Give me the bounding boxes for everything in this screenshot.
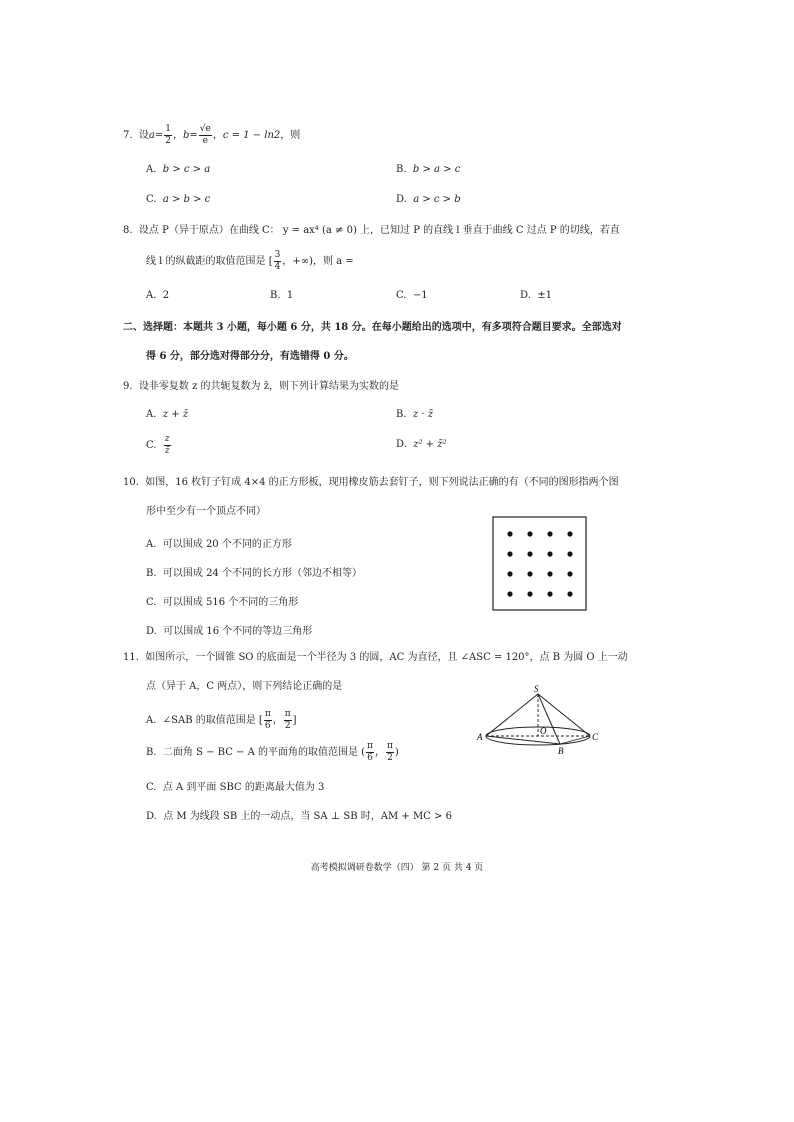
q9-stem: 9. 设非零复数 z 的共轭复数为 z̄，则下列计算结果为实数的是: [123, 381, 399, 392]
q7-stem: 7. 设a= $\frac{1}{2}$ ，b= $\frac{√e}{e}$ ，c = 1 − ln2，则: [123, 124, 301, 146]
q9-c-fraction: $\frac{z}{z̄}$: [164, 434, 170, 456]
q9-option-a[interactable]: A. z + z̄: [146, 409, 189, 420]
q8-option-c[interactable]: C. −1: [396, 290, 428, 301]
label-s: S: [534, 684, 539, 694]
q8-stem-line1: 8. 设点 P（异于原点）在曲线 C： y = ax⁴ (a ≠ 0) 上，已知过 P 的直线 l 垂直于曲线 C 过点 P 的切线，若直: [123, 225, 620, 236]
q10-nail-board-figure: [492, 516, 588, 612]
section2-heading-line2: 得 6 分，部分选对得部分分，有选错得 0 分。: [146, 351, 354, 362]
q8-option-a[interactable]: A. 2: [146, 290, 170, 301]
nail: [507, 531, 512, 536]
q7-number: 7.: [123, 130, 133, 141]
cone-edge-sa: [486, 694, 538, 736]
q7-option-c[interactable]: C. a > b > c: [146, 194, 211, 205]
q9-option-d[interactable]: D. z² + z̄²: [396, 439, 447, 450]
q11-stem-line2: 点（异于 A，C 两点），则下列结论正确的是: [146, 681, 343, 692]
nail: [547, 551, 552, 556]
q11-option-c[interactable]: C. 点 A 到平面 SBC 的距离最大值为 3: [146, 782, 325, 793]
q8-option-b[interactable]: B. 1: [270, 290, 294, 301]
q8-option-d[interactable]: D. ±1: [520, 290, 552, 301]
nail: [567, 551, 572, 556]
q7-option-b[interactable]: B. b > a > c: [396, 164, 461, 175]
q8-range-fraction: $\frac{3}{4}$: [274, 250, 281, 272]
q11-option-d[interactable]: D. 点 M 为线段 SB 上的一动点，当 SA ⊥ SB 时，AM + MC > 6: [146, 811, 452, 822]
nail: [547, 531, 552, 536]
nail: [547, 591, 552, 596]
nail: [527, 571, 532, 576]
nail: [547, 571, 552, 576]
q10-option-c[interactable]: C. 可以围成 516 个不同的三角形: [146, 597, 299, 608]
q7-option-d[interactable]: D. a > c > b: [396, 194, 461, 205]
nail: [567, 531, 572, 536]
nail: [507, 571, 512, 576]
nail: [527, 531, 532, 536]
q8-stem-line2: 线 l 的纵截距的取值范围是 [ $\frac{3}{4}$ ，+∞)，则 a =: [146, 250, 354, 272]
q11-cone-figure: [474, 684, 604, 758]
label-o: O: [540, 726, 547, 736]
nail: [507, 551, 512, 556]
q7-a-fraction: $\frac{1}{2}$: [165, 124, 171, 146]
label-b: B: [558, 746, 564, 756]
q8-number: 8.: [123, 225, 133, 236]
q10-stem-line2: 形中至少有一个顶点不同）: [146, 506, 266, 517]
segment-ab: [486, 736, 560, 744]
nail-board-border: [493, 517, 586, 610]
q9-number: 9.: [123, 381, 133, 392]
q10-stem-line1: 10. 如图，16 枚钉子钉成 4×4 的正方形板，现用橡皮筋去套钉子，则下列说法正确的有（不同的图形指两个图: [123, 477, 619, 488]
label-c: C: [592, 732, 599, 742]
q9-option-c[interactable]: C. $\frac{z}{z̄}$: [146, 434, 170, 456]
nail-grid: [507, 531, 572, 596]
q9-option-b[interactable]: B. z · z̄: [396, 409, 433, 420]
q7-option-a[interactable]: A. b > c > a: [146, 164, 211, 175]
cone-edge-sb: [538, 694, 560, 744]
nail: [507, 591, 512, 596]
q11-stem-line1: 11. 如图所示，一个圆锥 SO 的底面是一个半径为 3 的圆，AC 为直径，且 ∠ASC = 120°，点 B 为圆 O 上一动: [123, 652, 628, 663]
section2-heading: 二、选择题：本题共 3 小题，每小题 6 分，共 18 分。在每小题给出的选项中，有多项符合题目要求。全部选对: [123, 322, 622, 333]
q10-option-a[interactable]: A. 可以围成 20 个不同的正方形: [146, 539, 292, 550]
page-footer: 高考模拟调研卷数学（四） 第 2 页 共 4 页: [310, 863, 484, 873]
q11-option-a[interactable]: A. ∠SAB 的取值范围是 [ $\frac{\pi}{6}$ ， $\frac{\pi}{2}$ ]: [146, 709, 297, 731]
q11-number: 11.: [123, 652, 139, 663]
q7-b-fraction: $\frac{√e}{e}$: [199, 124, 211, 146]
nail: [527, 591, 532, 596]
label-a: A: [477, 732, 483, 742]
q11-option-b[interactable]: B. 二面角 S − BC − A 的平面角的取值范围是 ( $\frac{\pi}{6}$ ， $\frac{\pi}{2}$ ): [146, 741, 399, 763]
q10-option-b[interactable]: B. 可以围成 24 个不同的长方形（邻边不相等）: [146, 568, 362, 579]
nail: [567, 591, 572, 596]
q10-number: 10.: [123, 477, 139, 488]
nail: [527, 551, 532, 556]
nail: [567, 571, 572, 576]
q10-option-d[interactable]: D. 可以围成 16 个不同的等边三角形: [146, 626, 313, 637]
